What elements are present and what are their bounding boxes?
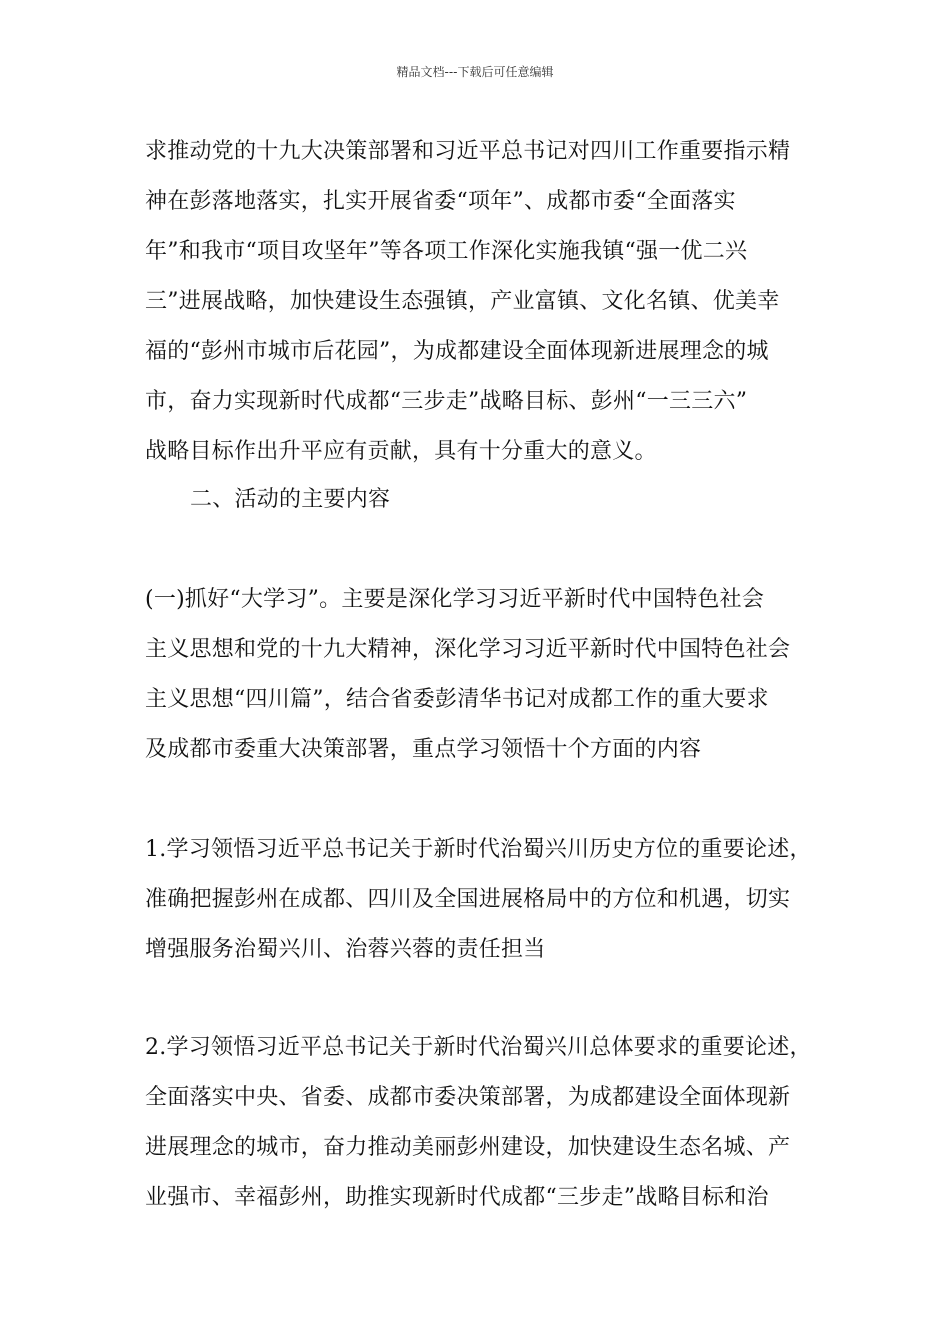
text-line: 主义思想和党的十九大精神，深化学习习近平新时代中国特色社会	[145, 637, 791, 662]
section-heading-text: 二、活动的主要内容	[190, 487, 391, 512]
text-line: 全面落实中央、省委、成都市委决策部署，为成都建设全面体现新	[145, 1085, 791, 1110]
text-line: 2.学习领悟习近平总书记关于新时代治蜀兴川总体要求的重要论述，	[145, 1035, 812, 1060]
text-line: 神在彭落地落实，扎实开展省委“项年”、成都市委“全面落实	[145, 189, 736, 214]
text-line: 增强服务治蜀兴川、治蓉兴蓉的责任担当	[145, 937, 546, 962]
text-line: 战略目标作出升平应有贡献，具有十分重大的意义。	[145, 439, 657, 464]
text-line: 福的“彭州市城市后花园”，为成都建设全面体现新进展理念的城	[145, 339, 769, 364]
text-line: 进展理念的城市，奋力推动美丽彭州建设，加快建设生态名城、产	[145, 1135, 791, 1160]
text-line: 准确把握彭州在成都、四川及全国进展格局中的方位和机遇，切实	[145, 887, 791, 912]
text-line: 主义思想“四川篇”，结合省委彭清华书记对成都工作的重大要求	[145, 687, 769, 712]
page-header: 精品文档---下载后可任意编辑	[396, 65, 554, 79]
text-line: 市，奋力实现新时代成都“三步走”战略目标、彭州“一三三六”	[145, 389, 748, 414]
text-line: 1.学习领悟习近平总书记关于新时代治蜀兴川历史方位的重要论述，	[145, 837, 812, 862]
section-heading	[190, 475, 856, 525]
paragraph-intro	[145, 127, 811, 477]
paragraph-point-2	[145, 1023, 811, 1223]
text-line: (一)抓好“大学习”。主要是深化学习习近平新时代中国特色社会	[145, 587, 765, 612]
paragraph-item-one	[145, 575, 811, 775]
text-line: 求推动党的十九大决策部署和习近平总书记对四川工作重要指示精	[145, 139, 791, 164]
text-line: 及成都市委重大决策部署，重点学习领悟十个方面的内容	[145, 737, 702, 762]
paragraph-point-1	[145, 825, 811, 975]
text-line: 年”和我市“项目攻坚年”等各项工作深化实施我镇“强一优二兴	[145, 239, 748, 264]
text-line: 业强市、幸福彭州，助推实现新时代成都“三步走”战略目标和治	[145, 1185, 769, 1210]
text-line: 三”进展战略，加快建设生态强镇，产业富镇、文化名镇、优美幸	[145, 289, 780, 314]
